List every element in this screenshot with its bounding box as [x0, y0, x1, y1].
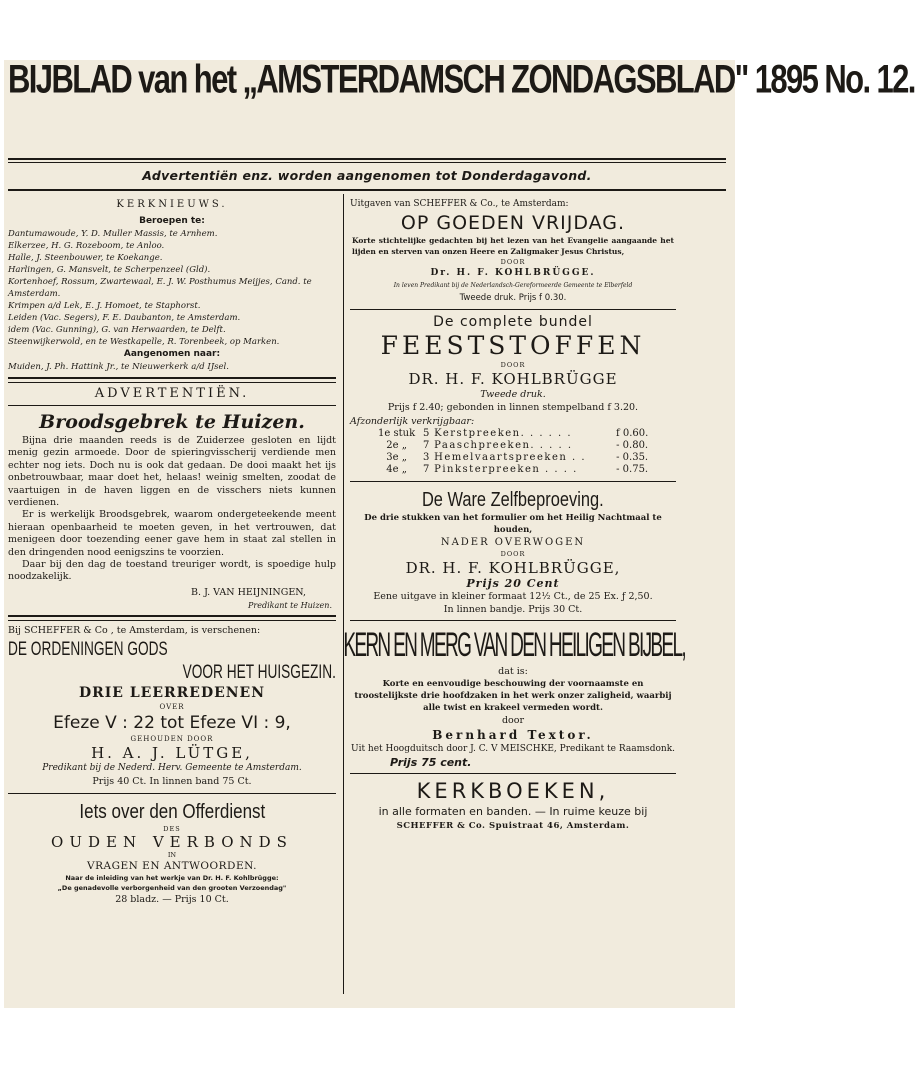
scheffer-intro: Bij SCHEFFER & Co , te Amsterdam, is verschenen: [8, 624, 261, 636]
stuk-price: - 0.35. [616, 452, 649, 463]
stuk-num: 1e stuk [378, 428, 416, 439]
stuk-price: - 0.75. [616, 464, 649, 475]
kohlbrugge-name: Dr. H. F. KOHLBRÜGGE. [430, 268, 596, 278]
advertentien-heading: ADVERTENTIËN. [94, 386, 250, 401]
section-rule [8, 615, 336, 621]
des-label: DES [163, 824, 181, 833]
section-rule [350, 773, 676, 774]
prijs-gebonden: Prijs f 2.40; gebonden in linnen stempelband f 3.20. [387, 402, 639, 413]
ordeningen-line-2: VOOR HET HUISGEZIN. [182, 661, 336, 683]
section-rule [350, 309, 676, 310]
table-row [373, 440, 653, 452]
ware-text: De Ware Zelfbeproeving. [422, 489, 604, 511]
door-label: DOOR [500, 361, 526, 369]
lutge-name: H. A. J. LÜTGE, [91, 743, 253, 762]
over-label: OVER [159, 702, 185, 711]
stuk-title: Hemelvaartspreeken . . [434, 452, 587, 463]
stukken-table [373, 428, 653, 476]
drie-stukken: De drie stukken van het formulier om het Heilig Nachtmaal te houden, [364, 513, 662, 535]
offerdienst-text: Iets over den Offerdienst [79, 800, 265, 823]
afzonderlijk-label: Afzonderlijk verkrijgbaar: [350, 416, 475, 427]
prijs-20: Prijs 20 Cent [466, 577, 560, 590]
kerknieuws-title: KERKNIEUWS. [116, 199, 228, 210]
tweede-druk-2: Tweede druk. [480, 389, 546, 400]
stuk-count: 5 [422, 428, 430, 439]
stuk-price: f 0.60. [615, 428, 649, 439]
aangenomen-heading: Aangenomen naar: [123, 349, 221, 359]
ware-zelfbeproeving [350, 487, 676, 512]
beroepen-item: Kortenhoef, Rossum, Zwartewaal, E. J. W. Posthumus Meijjes, Cand. te Amsterdam. [8, 277, 312, 299]
kern-title [343, 625, 685, 665]
nader-overwogen: NADER OVERWOGEN [440, 537, 586, 548]
door-label: DOOR [500, 258, 526, 266]
table-row [373, 452, 653, 464]
broods-paragraph: Daar bij den dag de toestand treuriger wordt, is spoedige hulp noodzakelijk. [8, 559, 336, 583]
stuk-price: - 0.80. [616, 440, 649, 451]
tweede-druk: Tweede druk. Prijs f 0.30. [459, 293, 567, 303]
stuk-title: Paaschpreeken. . . . . [434, 440, 573, 451]
kerkboeken-title: KERKBOEKEN, [416, 779, 610, 803]
drie-leerredenen: DRIE LEERREDENEN [78, 684, 266, 701]
section-rule [350, 620, 676, 621]
offerdienst-title [8, 798, 336, 825]
beroepen-item: Steenwijkerwold, en te Westkapelle, R. Torenbeek, op Marken. [8, 337, 280, 347]
formaten-line: in alle formaten en banden. — In ruime keuze bij [378, 805, 648, 818]
beroepen-item: Halle, J. Steenbouwer, te Koekange. [8, 253, 163, 263]
beroepen-item: idem (Vac. Gunning), G. van Herwaarden, te Delft. [8, 325, 226, 335]
lutge-price: Prijs 40 Ct. In linnen band 75 Ct. [92, 775, 252, 787]
right-column [343, 198, 685, 833]
left-column [8, 198, 336, 907]
door-label: door [501, 715, 525, 726]
stuk-title: Pinksterpreeken . . . . [434, 464, 578, 475]
ouden-verbonds: OUDEN VERBONDS [51, 832, 293, 851]
lutge-role: Predikant bij de Nederd. Herv. Gemeente te Amsterdam. [42, 762, 302, 773]
scheffer-address: SCHEFFER & Co. Spuistraat 46, Amsterdam. [396, 821, 630, 831]
aangenomen-item: Muiden, J. Ph. Hattink Jr., te Nieuwerkerk a/d IJsel. [8, 362, 229, 372]
korte-beschouwing: Korte en eenvoudige beschouwing der voornaamste en troostelijkste drie hoofdzaken in het werk onzer zaligheid, waarbij alle twist en krakeel vermeden wordt. [354, 679, 672, 713]
section-rule [350, 481, 676, 482]
beroepen-item: Harlingen, G. Mansvelt, te Scherpenzeel (Gld). [8, 265, 211, 275]
beroepen-item: Elkerzee, H. G. Rozeboom, te Anloo. [8, 241, 165, 251]
masthead-rule-thin [8, 162, 726, 163]
beroepen-heading: Beroepen te: [139, 216, 205, 226]
table-row [373, 464, 653, 476]
gehouden-label: GEHOUDEN DOOR [130, 734, 214, 743]
prijs-75: Prijs 75 cent. [390, 756, 472, 769]
table-row [373, 428, 653, 440]
complete-bundel: De complete bundel [433, 314, 593, 330]
naar-line: Naar de inleiding van het werkje van Dr. H. F. Kohlbrügge: [65, 873, 279, 882]
in-label: IN [167, 850, 177, 859]
subhead: Advertentiën enz. worden aangenomen tot Donderdagavond. [142, 168, 592, 183]
broods-paragraph: Bijna drie maanden reeds is de Zuiderzee gesloten en lijdt menig gezin armoede. Door de spieringvisscherij verdiende men echter nog iets. Doch nu is ook dat gedaan. De dooi maakt het ijs onbetrouwbaar, maar doet het, helaas! weinig smelten, zoodat de vaartuigen in de haven liggen en de visschers niets kunnen verdienen. [8, 435, 336, 509]
beroepen-item: Leiden (Vac. Segers), F. E. Daubanton, te Amsterdam. [8, 313, 241, 323]
signature-role: Predikant te Huizen. [248, 600, 332, 610]
dat-is: dat is: [498, 666, 528, 677]
stuk-count: 7 [422, 464, 430, 475]
beroepen-item: Krimpen a/d Lek, E. J. Homoet, te Staphorst. [8, 301, 201, 311]
kohlbrugge-name-2: DR. H. F. KOHLBRÜGGE [408, 370, 618, 388]
bladz-line: 28 bladz. — Prijs 10 Ct. [115, 893, 229, 905]
beroepen-list [8, 228, 336, 348]
kohlbrugge-name-3: DR. H. F. KOHLBRÜGGE, [405, 559, 621, 577]
ordeningen-line-1: DE ORDENINGEN GODS [8, 638, 168, 660]
stuk-num: 2e „ [386, 440, 407, 451]
goeden-vrijdag-title: OP GOEDEN VRIJDAG. [400, 212, 626, 234]
section-rule [8, 405, 336, 406]
broods-paragraph: Er is werkelijk Broodsgebrek, waarom ondergeteekende meent hieraan openbaarheid te moeten geven, in het vertrouwen, dat menigeen door toezending eener gave hem in staat zal stellen in den dringenden nood eenigszins te voorzien. [8, 509, 336, 558]
uit-het-hoogduitsch: Uit het Hoogduitsch door J. C. V MEISCHKE, Predikant te Raamsdonk. [350, 744, 676, 754]
genadevolle-line: „De genadevolle verborgenheid van den grooten Verzoendag" [57, 883, 287, 892]
vragen-title: VRAGEN EN ANTWOORDEN. [87, 859, 257, 872]
section-rule [8, 793, 336, 794]
broods-title: Broodsgebrek te Huizen. [39, 411, 305, 433]
uitgaven-line: Uitgaven van SCHEFFER & Co., te Amsterdam: [350, 199, 569, 209]
ordeningen-title-1 [8, 638, 336, 661]
door-label: DOOR [500, 550, 526, 558]
section-rule [8, 377, 336, 383]
beroepen-item: Dantumawoude, Y. D. Muller Massis, te Arnhem. [8, 229, 218, 239]
efeze-title: Efeze V : 22 tot Efeze VI : 9, [53, 712, 291, 733]
signature: B. J. VAN HEIJNINGEN, [191, 586, 306, 598]
stuk-title: Kerstpreeken. . . . . . [434, 428, 573, 439]
masthead-rule [8, 158, 726, 160]
ordeningen-title-2 [8, 661, 336, 684]
kern-text: KERN EN MERG VAN DEN HEILIGEN BIJBEL, [343, 626, 685, 664]
column-divider [343, 194, 344, 994]
textor-name: Bernhard Textor. [432, 728, 594, 742]
subhead-rule [8, 189, 726, 191]
korte-stichtelijke: Korte stichtelijke gedachten bij het lezen van het Evangelie aangaande het lijden en sterven van onzen Heere en Zaligmaker Jesus Christus, [352, 236, 674, 256]
stuk-count: 3 [422, 452, 430, 463]
feeststoffen-title: FEESTSTOFFEN [380, 331, 646, 360]
stuk-num: 3e „ [386, 452, 407, 463]
stuk-num: 4e „ [386, 464, 407, 475]
linnen-bandje: In linnen bandje. Prijs 30 Ct. [443, 604, 583, 615]
stuk-count: 7 [422, 440, 430, 451]
masthead: BIJBLAD van het „AMSTERDAMSCH ZONDAGSBLAD" 1895 No. 12. [8, 56, 915, 102]
kleiner-formaat: Eene uitgave in kleiner formaat 12½ Ct., de 25 Ex. ƒ 2,50. [373, 591, 653, 602]
in-leven-line: In leven Predikant bij de Nederlandsch-Gereformeerde Gemeente te Elberfeld [393, 282, 633, 289]
